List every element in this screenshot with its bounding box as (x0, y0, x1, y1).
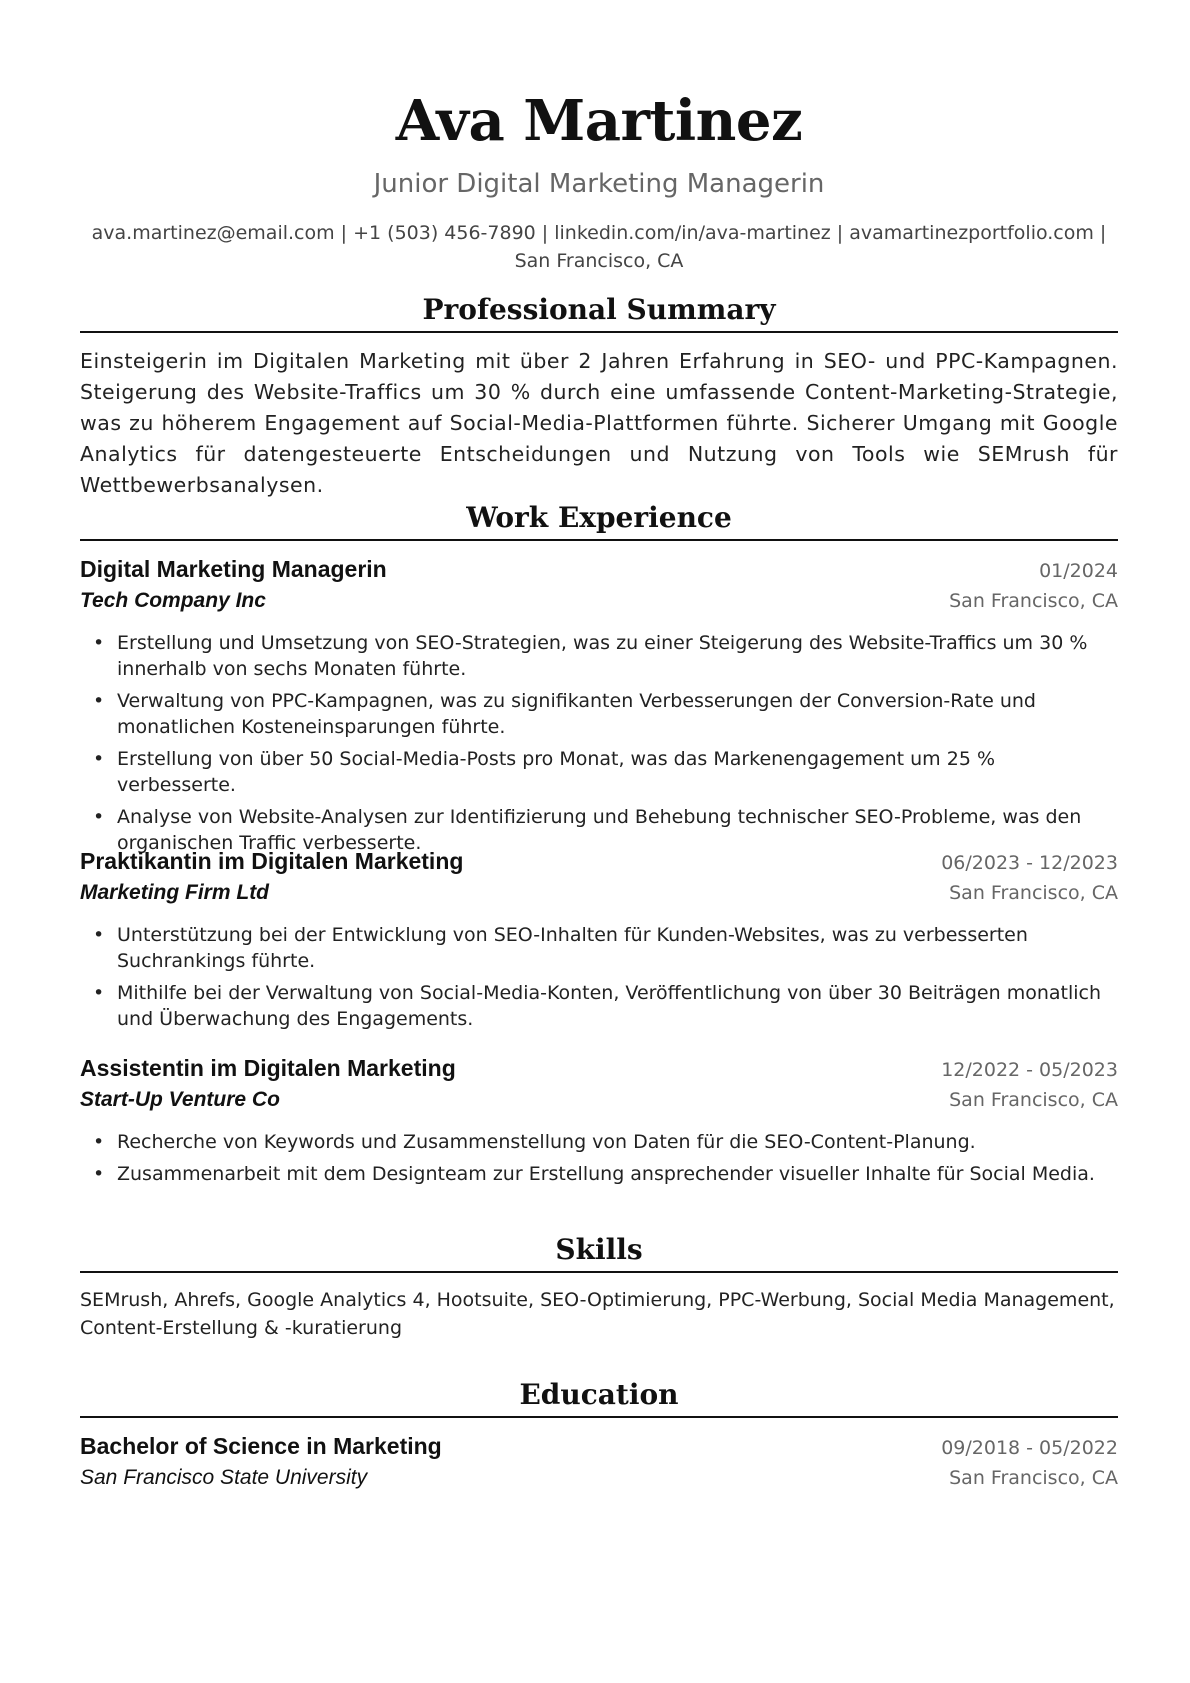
job-date: 12/2022 - 05/2023 (941, 1059, 1118, 1081)
job-role: Assistentin im Digitalen Marketing (80, 1055, 456, 1081)
job-location: San Francisco, CA (949, 590, 1118, 612)
job-bullet: • Verwaltung von PPC-Kampagnen, was zu signifikanten Verbesserungen der Conversion-Rate und monatlichen Kosteneinsparungen führte. (80, 688, 1118, 740)
job-role: Digital Marketing Managerin (80, 556, 387, 582)
job-company: Tech Company Inc (80, 589, 266, 612)
education-divider (80, 1416, 1118, 1418)
job-title: Junior Digital Marketing Managerin (373, 169, 825, 199)
experience-divider (80, 539, 1118, 541)
contact-info: ava.martinez@email.com | +1 (503) 456-7890 | linkedin.com/in/ava-martinez | avamartinezportfolio.com | San Francisco, CA (91, 222, 1107, 272)
summary-text: Einsteigerin im Digitalen Marketing mit über 2 Jahren Erfahrung in SEO- und PPC-Kampagnen. Steigerung des Website-Traffics um 30 % durch eine umfassende Content-Marketing-Strategie, was zu höherem Engagement auf Social-Media-Plattformen führte. Sicherer Umgang mit Google Analytics für datengesteuerte Entscheidungen und Nutzung von Tools wie SEMrush für Wettbewerbsanalysen. (80, 349, 1118, 497)
education-school: San Francisco State University (80, 1466, 368, 1489)
education-location: San Francisco, CA (949, 1467, 1118, 1489)
job-bullet: • Mithilfe bei der Verwaltung von Social-Media-Konten, Veröffentlichung von über 30 Beiträgen monatlich und Überwachung des Engagements. (80, 980, 1118, 1032)
job-bullet: • Recherche von Keywords und Zusammenstellung von Daten für die SEO-Content-Planung. (80, 1129, 1118, 1155)
job-bullets (80, 1129, 1118, 1187)
summary-divider (80, 331, 1118, 333)
job-bullet: • Erstellung und Umsetzung von SEO-Strategien, was zu einer Steigerung des Website-Traffics um 30 % innerhalb von sechs Monaten führte. (80, 630, 1118, 682)
summary-heading: Professional Summary (422, 293, 776, 326)
education-heading: Education (519, 1378, 679, 1411)
education-entry (80, 1430, 1118, 1493)
experience-heading: Work Experience (466, 501, 732, 534)
skills-list: SEMrush, Ahrefs, Google Analytics 4, Hootsuite, SEO-Optimierung, PPC-Werbung, Social Media Management, Content-Erstellung & -kuratierung (80, 1289, 1115, 1339)
skills-divider (80, 1271, 1118, 1273)
job-bullet: • Erstellung von über 50 Social-Media-Posts pro Monat, was das Markenengagement um 25 % verbesserte. (80, 746, 1118, 798)
job-bullet: • Unterstützung bei der Entwicklung von SEO-Inhalten für Kunden-Websites, was zu verbesserten Suchrankings führte. (80, 922, 1118, 974)
job-location: San Francisco, CA (949, 1089, 1118, 1111)
education-degree: Bachelor of Science in Marketing (80, 1433, 442, 1459)
job-company: Marketing Firm Ltd (80, 881, 270, 904)
job-company: Start-Up Venture Co (80, 1088, 280, 1111)
job-role: Praktikantin im Digitalen Marketing (80, 848, 464, 874)
education-date: 09/2018 - 05/2022 (941, 1437, 1118, 1459)
job-entry (80, 1052, 1118, 1193)
job-bullet: • Zusammenarbeit mit dem Designteam zur Erstellung ansprechender visueller Inhalte für Social Media. (80, 1161, 1118, 1187)
job-bullets (80, 922, 1118, 1032)
job-entry (80, 845, 1118, 1038)
job-location: San Francisco, CA (949, 882, 1118, 904)
job-bullets (80, 630, 1118, 856)
job-bullet: • Analyse von Website-Analysen zur Identifizierung und Behebung technischer SEO-Probleme, was den organischen Traffic verbesserte. (80, 804, 1118, 856)
job-date: 06/2023 - 12/2023 (941, 852, 1118, 874)
job-entry (80, 553, 1118, 862)
skills-heading: Skills (555, 1233, 643, 1266)
candidate-name: Ava Martinez (395, 88, 803, 154)
job-date: 01/2024 (1039, 560, 1118, 582)
